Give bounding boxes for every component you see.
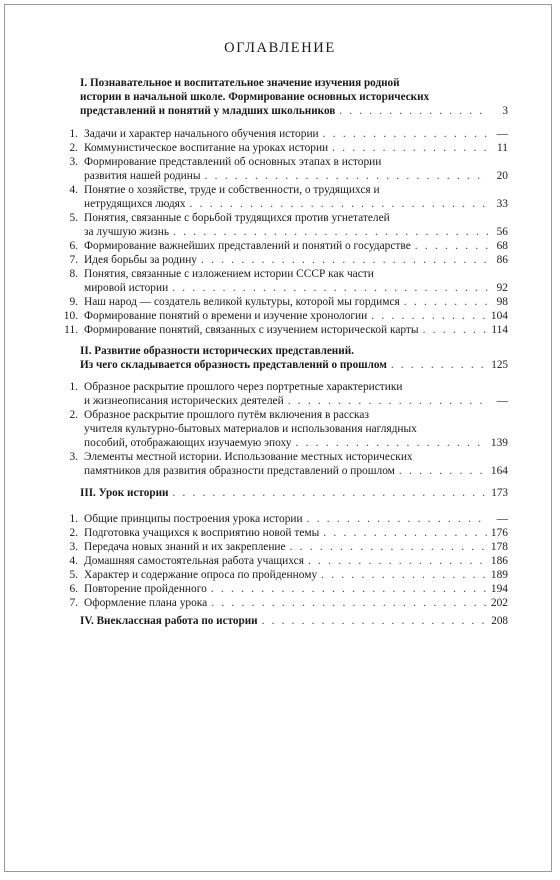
toc-entry[interactable] — [56, 127, 508, 141]
entry-body — [84, 155, 508, 183]
dot-leader — [317, 568, 488, 582]
page-number: 92 — [496, 282, 508, 294]
dot-leader — [169, 225, 488, 239]
page-number: 139 — [490, 437, 508, 449]
entry-body — [84, 141, 508, 155]
toc-entry[interactable] — [56, 183, 508, 211]
entry-last-line — [84, 526, 508, 540]
entry-last-line — [84, 596, 508, 610]
entry-number: 3. — [69, 156, 78, 168]
toc-entry[interactable] — [56, 554, 508, 568]
page-number: 33 — [496, 198, 508, 210]
page-number: 114 — [491, 324, 508, 336]
entry-body — [84, 127, 508, 141]
entry-number: 9. — [69, 296, 78, 308]
entry-body — [84, 512, 508, 526]
entry-title-line: Понятие о хозяйстве, труде и собственности, о трудящихся и — [84, 184, 380, 196]
dot-leader — [286, 540, 488, 554]
entry-body — [84, 211, 508, 239]
entry-body — [84, 380, 508, 408]
page-number: 202 — [490, 597, 508, 609]
entry-title-line: Из чего складывается образность представлений о прошлом — [80, 359, 387, 371]
entry-number: 3. — [69, 451, 78, 463]
page-number: 173 — [491, 487, 508, 499]
section-heading[interactable] — [80, 486, 508, 500]
toc-entry[interactable] — [56, 141, 508, 155]
dot-leader — [328, 141, 488, 155]
entry-last-line — [84, 169, 508, 183]
entry-body — [84, 253, 508, 267]
entry-body — [84, 323, 508, 337]
toc-entry[interactable] — [56, 582, 508, 596]
entry-number: 7. — [69, 597, 78, 609]
dot-leader — [207, 596, 488, 610]
entry-number: 2. — [69, 409, 78, 421]
entry-last-line — [80, 486, 508, 500]
entry-title-line: истории в начальной школе. Формирование основных исторических — [80, 91, 430, 103]
entry-number: 10. — [63, 310, 78, 322]
entry-last-line — [84, 281, 508, 295]
toc-entry[interactable] — [56, 512, 508, 526]
toc-entry[interactable] — [56, 295, 508, 309]
toc-title: ОГЛАВЛЕНИЕ — [224, 40, 336, 56]
entry-last-line — [84, 568, 508, 582]
entry-body — [84, 450, 508, 478]
dot-leader — [319, 127, 488, 141]
entry-last-line — [84, 554, 508, 568]
page-number: 208 — [491, 615, 508, 627]
entry-last-line — [84, 309, 508, 323]
entry-number: 1. — [69, 513, 78, 525]
entry-body — [84, 596, 508, 610]
dot-leader — [201, 169, 488, 183]
dot-leader — [419, 323, 488, 337]
entry-last-line — [84, 141, 508, 155]
dot-leader — [168, 281, 488, 295]
toc-entry[interactable] — [56, 450, 508, 478]
dot-leader — [335, 104, 488, 118]
section-heading[interactable] — [80, 614, 508, 628]
entry-body — [84, 408, 508, 450]
entry-title-line: представлений и понятий у младших школьников — [80, 105, 336, 117]
page-number: 194 — [490, 583, 508, 595]
entry-title-line: Подготовка учащихся к восприятию новой темы — [84, 527, 320, 539]
entry-last-line — [84, 225, 508, 239]
entry-title-line: Формирование понятий о времени и изучение хронологии — [84, 310, 368, 322]
toc-entry[interactable] — [56, 253, 508, 267]
entry-title-line: Элементы местной истории. Использование местных исторических — [84, 451, 413, 463]
dot-leader — [319, 526, 488, 540]
entry-title-line: Формирование важнейших представлений и понятий о государстве — [84, 240, 411, 252]
entry-last-line — [84, 323, 508, 337]
entry-title-line: учителя культурно-бытовых материалов и использования наглядных — [84, 423, 417, 435]
entry-last-line — [84, 582, 508, 596]
entry-last-line — [84, 394, 508, 408]
entry-last-line — [84, 540, 508, 554]
entry-title-line: III. Урок истории — [80, 487, 169, 499]
entry-title-line: и жизнеописания исторических деятелей — [84, 395, 284, 407]
entry-body — [84, 568, 508, 582]
entry-last-line — [84, 464, 508, 478]
entry-body — [84, 309, 508, 323]
entry-last-line — [84, 127, 508, 141]
entry-number: 6. — [69, 240, 78, 252]
page-number: 186 — [490, 555, 508, 567]
page-number: 98 — [496, 296, 508, 308]
page-number: 178 — [490, 541, 508, 553]
entry-body — [84, 554, 508, 568]
entry-title-line: Формирование понятий, связанных с изучением исторической карты — [84, 324, 419, 336]
toc-entry[interactable] — [56, 408, 508, 450]
entry-last-line — [84, 436, 508, 450]
entry-last-line — [84, 512, 508, 526]
entry-number: 1. — [69, 128, 78, 140]
dot-leader — [303, 512, 488, 526]
entry-body — [84, 526, 508, 540]
toc-entry[interactable] — [56, 526, 508, 540]
section-heading[interactable] — [80, 344, 508, 372]
page-number: — — [496, 513, 508, 525]
page-number: 68 — [496, 240, 508, 252]
toc-entry[interactable] — [56, 323, 508, 337]
entry-body — [84, 295, 508, 309]
dot-leader — [168, 486, 488, 500]
entry-last-line — [84, 239, 508, 253]
page-number: 125 — [491, 359, 508, 371]
dot-leader — [284, 394, 488, 408]
dot-leader — [395, 464, 488, 478]
entry-last-line — [84, 295, 508, 309]
entry-last-line — [84, 253, 508, 267]
entry-title-line: мировой истории — [84, 282, 169, 294]
dot-leader — [387, 358, 488, 372]
section-heading[interactable] — [80, 76, 508, 118]
entry-number: 11. — [64, 324, 78, 336]
toc-entry[interactable] — [56, 568, 508, 582]
page-number: — — [496, 395, 508, 407]
entry-body — [84, 267, 508, 295]
entry-number: 5. — [69, 569, 78, 581]
entry-number: 4. — [69, 555, 78, 567]
entry-number: 4. — [69, 184, 78, 196]
entry-title-line: за лучшую жизнь — [84, 226, 170, 238]
entry-title-line: Задачи и характер начального обучения истории — [84, 128, 319, 140]
toc-entry[interactable] — [56, 540, 508, 554]
entry-title-line: Домашняя самостоятельная работа учащихся — [84, 555, 304, 567]
dot-leader — [186, 197, 488, 211]
toc-entry[interactable] — [56, 309, 508, 323]
dot-leader — [411, 239, 488, 253]
page-number: 11 — [497, 142, 508, 154]
entry-body — [84, 582, 508, 596]
toc-entry[interactable] — [56, 211, 508, 239]
dot-leader — [304, 554, 488, 568]
dot-leader — [291, 436, 488, 450]
page-number: 3 — [502, 105, 508, 117]
entry-last-line — [80, 358, 508, 372]
page-number: — — [496, 128, 508, 140]
entry-body — [84, 183, 508, 211]
entry-number: 7. — [69, 254, 78, 266]
toc-entry[interactable] — [56, 267, 508, 295]
entry-title-line: Формирование представлений об основных этапах в истории — [84, 156, 382, 168]
page-number: 56 — [496, 226, 508, 238]
page-number: 104 — [490, 310, 508, 322]
entry-title-line: Оформление плана урока — [84, 597, 208, 609]
dot-leader — [207, 582, 488, 596]
toc-entry[interactable] — [56, 380, 508, 408]
entry-title-line: I. Познавательное и воспитательное значение изучения родной — [80, 77, 400, 89]
entry-last-line — [84, 197, 508, 211]
entry-title-line: II. Развитие образности исторических представлений. — [80, 345, 354, 357]
entry-title-line: Передача новых знаний и их закрепление — [84, 541, 286, 553]
entry-body — [84, 239, 508, 253]
dot-leader — [367, 309, 488, 323]
page-number: 86 — [496, 254, 508, 266]
entry-last-line — [80, 614, 508, 628]
entry-number: 6. — [69, 583, 78, 595]
entry-number: 2. — [69, 142, 78, 154]
page-number: 189 — [490, 569, 508, 581]
entry-title-line: развития нашей родины — [84, 170, 201, 182]
entry-title-line: Понятия, связанные с изложением истории СССР как части — [84, 268, 374, 280]
dot-leader — [258, 614, 488, 628]
entry-title-line: нетрудящихся людях — [84, 198, 186, 210]
entry-title-line: Общие принципы построения урока истории — [84, 513, 303, 525]
entry-title-line: Идея борьбы за родину — [84, 254, 197, 266]
entry-title-line: Образное раскрытие прошлого через портретные характеристики — [84, 381, 403, 393]
entry-last-line — [80, 104, 508, 118]
page-number: 20 — [496, 170, 508, 182]
page-number: 176 — [490, 527, 508, 539]
dot-leader — [400, 295, 488, 309]
entry-title-line: Коммунистическое воспитание на уроках истории — [84, 142, 329, 154]
entry-title-line: Повторение пройденного — [84, 583, 207, 595]
entry-number: 3. — [69, 541, 78, 553]
entry-title-line: Наш народ — создатель великой культуры, которой мы гордимся — [84, 296, 400, 308]
entry-number: 1. — [69, 381, 78, 393]
entry-title-line: пособий, отображающих изучаемую эпоху — [84, 437, 292, 449]
entry-number: 2. — [69, 527, 78, 539]
entry-title-line: Образное раскрытие прошлого путём включения в рассказ — [84, 409, 369, 421]
entry-title-line: IV. Внеклассная работа по истории — [80, 615, 258, 627]
toc-entry[interactable] — [56, 155, 508, 183]
entry-number: 8. — [69, 268, 78, 280]
dot-leader — [197, 253, 488, 267]
page-number: 164 — [490, 465, 508, 477]
toc-entry[interactable] — [56, 239, 508, 253]
entry-body — [84, 540, 508, 554]
entry-title-line: Характер и содержание опроса по пройденному — [84, 569, 318, 581]
entry-title-line: памятников для развития образности представлений о прошлом — [84, 465, 395, 477]
entry-number: 5. — [69, 212, 78, 224]
toc-entry[interactable] — [56, 596, 508, 610]
entry-title-line: Понятия, связанные с борьбой трудящихся против угнетателей — [84, 212, 390, 224]
